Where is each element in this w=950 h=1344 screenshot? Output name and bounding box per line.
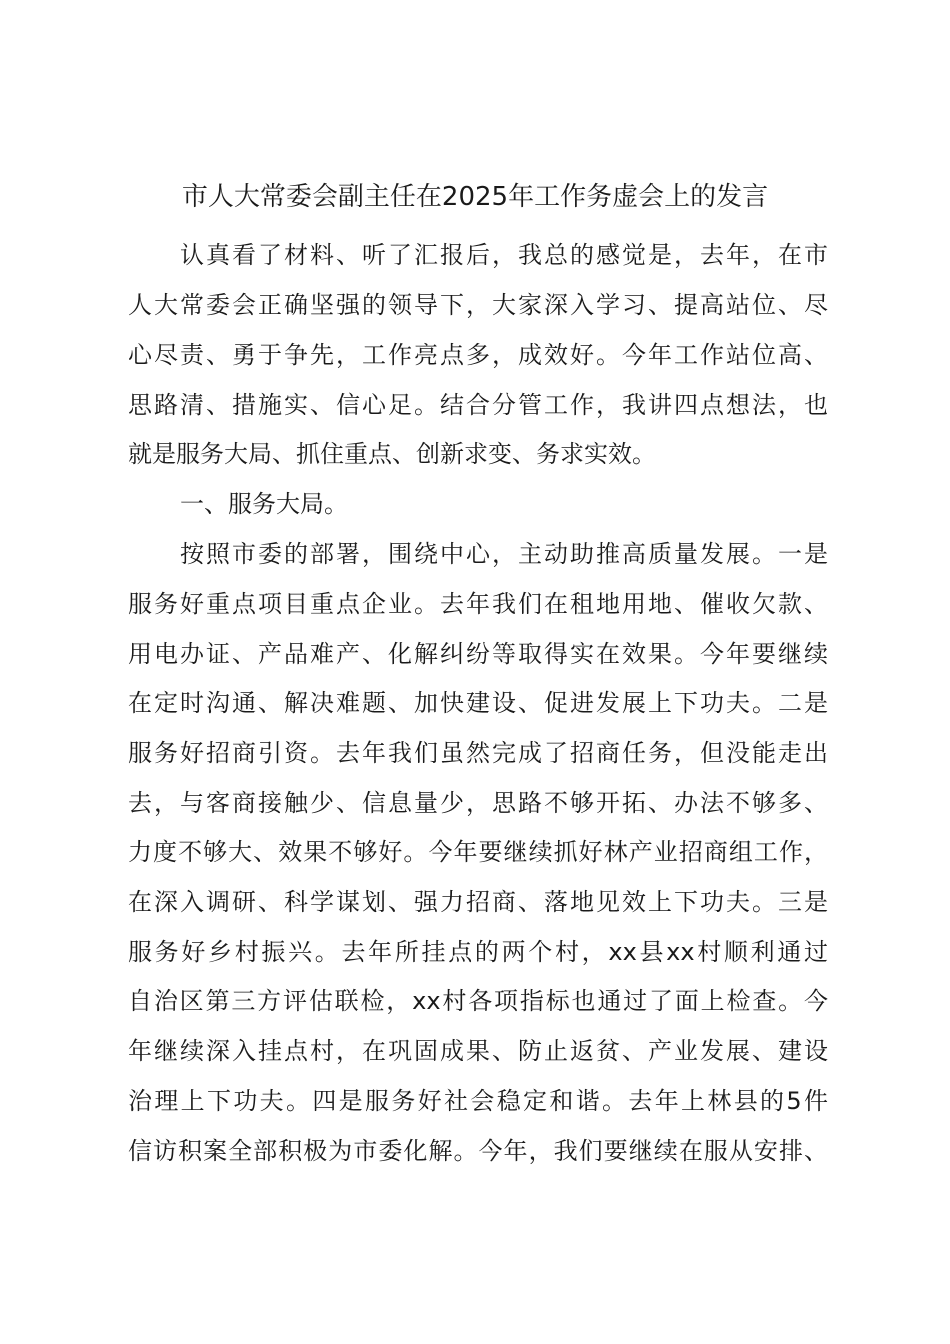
paragraph-line: 去，与客商接触少、信息量少，思路不够开拓、办法不够多、 [128, 789, 828, 817]
paragraph-line: 用电办证、产品难产、化解纠纷等取得实在效果。今年要继续 [128, 640, 828, 668]
paragraph-line: 治理上下功夫。四是服务好社会稳定和谐。去年上林县的5件 [128, 1087, 828, 1115]
paragraph-line: 自治区第三方评估联检，xx村各项指标也通过了面上检查。今 [128, 987, 828, 1015]
paragraph-line: 信访积案全部积极为市委化解。今年，我们要继续在服从安排、 [128, 1137, 828, 1165]
document-title: 市人大常委会副主任在2025年工作务虚会上的发言 [181, 182, 769, 212]
paragraph-line: 按照市委的部署，围绕中心，主动助推高质量发展。一是 [180, 540, 828, 568]
section-heading: 一、服务大局。 [180, 490, 348, 518]
paragraph-line: 年继续深入挂点村，在巩固成果、防止返贫、产业发展、建设 [128, 1037, 828, 1065]
paragraph-line: 思路清、措施实、信心足。结合分管工作，我讲四点想法，也 [128, 391, 828, 419]
paragraph-line: 力度不够大、效果不够好。今年要继续抓好林产业招商组工作， [128, 838, 828, 866]
paragraph-line: 人大常委会正确坚强的领导下，大家深入学习、提高站位、尽 [128, 291, 828, 319]
paragraph-line: 在定时沟通、解决难题、加快建设、促进发展上下功夫。二是 [128, 689, 828, 717]
paragraph-line: 就是服务大局、抓住重点、创新求变、务求实效。 [128, 440, 656, 468]
paragraph-line: 服务好招商引资。去年我们虽然完成了招商任务，但没能走出 [128, 739, 828, 767]
paragraph-line: 服务好重点项目重点企业。去年我们在租地用地、催收欠款、 [128, 590, 828, 618]
paragraph-line: 在深入调研、科学谋划、强力招商、落地见效上下功夫。三是 [128, 888, 828, 916]
paragraph-line: 心尽责、勇于争先，工作亮点多，成效好。今年工作站位高、 [128, 341, 828, 369]
paragraph-line: 认真看了材料、听了汇报后，我总的感觉是，去年，在市 [180, 241, 828, 269]
paragraph-line: 服务好乡村振兴。去年所挂点的两个村，xx县xx村顺利通过 [128, 938, 828, 966]
